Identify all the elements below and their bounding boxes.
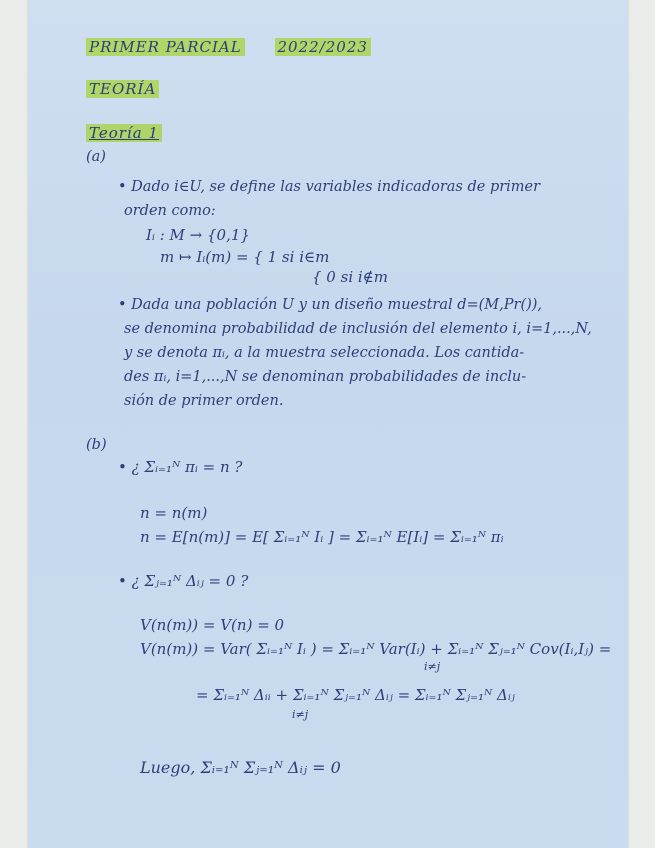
part-a-bullet2-line4: des πᵢ, i=1,...,N se denominan probabilidades de inclu- [124, 369, 527, 385]
subsection-heading [86, 124, 162, 142]
indicator-def-line1: Iᵢ : M → {0,1} [146, 226, 250, 244]
part-a-bullet2-line3: y se denota πᵢ, a la muestra seleccionada. Los cantida- [124, 345, 525, 361]
equation-variance-zero: V(n(m)) = V(n) = 0 [140, 616, 285, 634]
header-years: 2022/2023 [275, 38, 371, 56]
subsection-title: Teoría 1 [86, 124, 162, 142]
handwritten-page [28, 0, 628, 848]
part-a-bullet1-line2: orden como: [124, 203, 216, 219]
section-title: TEORÍA [86, 80, 159, 98]
section-heading [86, 80, 159, 98]
part-b-label: (b) [86, 437, 107, 453]
question-sum-delta: • ¿ Σⱼ₌₁ᴺ Δᵢⱼ = 0 ? [118, 572, 248, 590]
part-a-bullet2-line5: sión de primer orden. [124, 393, 284, 409]
part-a-bullet2-line2: se denomina probabilidad de inclusión del elemento i, i=1,...,N, [124, 321, 592, 337]
header-title: PRIMER PARCIAL [86, 38, 245, 56]
conclusion-line: Luego, Σᵢ₌₁ᴺ Σⱼ₌₁ᴺ Δᵢⱼ = 0 [140, 758, 341, 777]
question-sum-pi: • ¿ Σᵢ₌₁ᴺ πᵢ = n ? [118, 458, 242, 476]
equation-n-eq-nm: n = n(m) [140, 504, 208, 522]
page-header [86, 38, 371, 56]
equation-expected-n: n = E[n(m)] = E[ Σᵢ₌₁ᴺ Iᵢ ] = Σᵢ₌₁ᴺ E[Iᵢ] = Σᵢ₌₁ᴺ πᵢ [140, 528, 504, 546]
part-a-bullet2-line1: • Dada una población U y un diseño muestral d=(M,Pr()), [118, 294, 542, 316]
equation-delta-sum-subscript: i≠j [292, 708, 309, 721]
equation-delta-sum: = Σᵢ₌₁ᴺ Δᵢᵢ + Σᵢ₌₁ᴺ Σⱼ₌₁ᴺ Δᵢⱼ = Σᵢ₌₁ᴺ Σⱼ₌₁ᴺ Δᵢⱼ [196, 686, 515, 704]
part-a-bullet1-line1: • Dado i∈U, se define las variables indicadoras de primer [118, 176, 540, 198]
equation-variance-expansion: V(n(m)) = Var( Σᵢ₌₁ᴺ Iᵢ ) = Σᵢ₌₁ᴺ Var(Iᵢ) + Σᵢ₌₁ᴺ Σⱼ₌₁ᴺ Cov(Iᵢ,Iⱼ) = [140, 640, 612, 658]
indicator-def-line2: m ↦ Iᵢ(m) = { 1 si i∈m [160, 248, 330, 266]
part-a-label: (a) [86, 149, 106, 165]
equation-variance-expansion-subscript: i≠j [424, 660, 441, 673]
indicator-def-line3: { 0 si i∉m [312, 268, 389, 286]
